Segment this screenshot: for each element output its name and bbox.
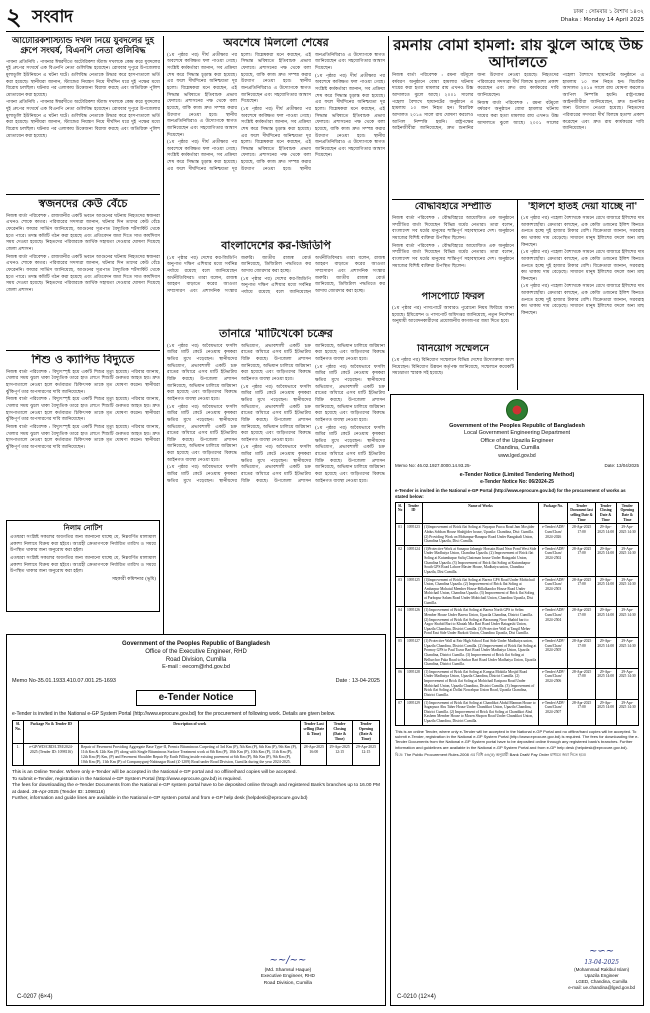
story-body: নিজস্ব বার্তা পরিবেশক : রাজধানীর একটি ভবনে আগুনের ঘটনায় নিহতদের স্বজনরা এখনও শোকে কাতর। পরিবারের সদস্যরা জানান, ঘটনার দিন তাদের কেউ বেঁচে ফেরেননি। ফায়ার সার্ভিস জানিয়েছে, আগুনের সূত্রপাত বৈদ্যুতিক শর্টসার্কিট থেকে হতে পারে। তদন্ত কমিটি গঠন করা হয়েছে এবং প্রতিবেদন জমা দিতে সাত কার্যদিবস সময় দেওয়া হয়েছে। নিহতদের পরিবারকে আর্থিক সহায়তা দেওয়ার ঘোষণা দিয়েছে জেলা প্রশাসন।	[6, 254, 160, 293]
table-cell: 05	[396, 638, 405, 669]
headline: বাংলাদেশের কর-জিডিপি	[221, 240, 331, 252]
table-cell: 29-Apr-2025 14:00	[595, 638, 616, 669]
table-cell: e-Tender/ADP/ Cum/Chan/ 2024-2506	[539, 668, 568, 699]
dateline	[561, 8, 644, 25]
table-row	[396, 524, 639, 546]
table-cell: 29-Apr-2025 14:00	[595, 576, 616, 607]
government-seal-icon	[506, 399, 528, 421]
story-body: (১ম পৃষ্ঠার পর) অবৈধভাবে ফসলি জমির মাটি কেটে নেওয়ায় কৃষকরা ক্ষতির মুখে পড়েছেন। স্থানীয়দের অভিযোগ, প্রভাবশালী একটি চক্র রাতের আঁধারে এসব মাটি ইটভাটায় বিক্রি করছে। উপজেলা প্রশাসন জানিয়েছে, অভিযান চালিয়ে জরিমানা করা হয়েছে এবং জড়িতদের বিরুদ্ধে আইনগত ব্যবস্থা নেওয়া হবে।	[167, 343, 237, 402]
table-cell: 1095126	[405, 607, 422, 638]
table-header-cell: Package No & Tender ID	[23, 721, 78, 744]
notice-body: এতদ্বারা সংশ্লিষ্ট সকলের অবগতির জন্য জানানো যাচ্ছে যে, নিম্নবর্ণিত মালামাল প্রকাশ্য নিলামে বিক্রয় করা হইবে। আগ্রহী ক্রেতাগণকে নির্ধারিত তারিখ ও সময়ে উপস্থিত থাকার জন্য অনুরোধ করা হইল।	[10, 535, 156, 554]
table-header-cell: Tender Opening Date & Time	[616, 502, 638, 524]
table-cell: 29-Apr-2025 14:00	[595, 545, 616, 576]
table-row	[396, 638, 639, 669]
table-cell: 29-Apr-2025 12:15	[327, 743, 352, 766]
story-center-mid	[167, 240, 385, 325]
table-cell: (1) Improvement of Brick flat Soling at Chandikot Abdul Mannan House to Sagarpura Abu Taher House Under Chandikot Union, Upazila Chandina, District Cumilla. (2) Improvement of Brick flat Soling at Chandikot Abul Kashem Member House to Mosen Shopon Road Under Chandikot Union, Upazila Chandina, District Cumilla.	[422, 699, 539, 725]
date-english: Dhaka : Monday 14 April 2025	[560, 17, 644, 24]
footer-note: To submit e-Tender, registration in the National e-GP System Portal (http://www.eprocure.gov.bd) is required.	[12, 776, 242, 782]
story-body: (১ম পৃষ্ঠার পর) দীর্ঘ প্রতীক্ষার পর অবশেষে কাঙ্ক্ষিত ফল পাওয়া গেছে। সংশ্লিষ্ট কর্মকর্তারা জানান, সব প্রক্রিয়া শেষ করে সিদ্ধান্ত চূড়ান্ত করা হয়েছে। এর ফলে দীর্ঘদিনের অনিশ্চয়তা দূর হলো। বিশ্লেষকরা মনে করছেন, এই সিদ্ধান্ত ভবিষ্যতে ইতিবাচক প্রভাব ফেলবে। প্রশাসনের পক্ষ থেকে বলা হয়েছে, বাকি কাজ দ্রুত সম্পন্ন করার উদ্যোগ নেওয়া হবে। স্থানীয় জনপ্রতিনিধিরাও এ উদ্যোগকে স্বাগত জানিয়েছেন এবং সহযোগিতার আশ্বাস দিয়েছেন।	[241, 52, 385, 172]
table-cell: 01	[396, 524, 405, 546]
story-body: (১ম পৃষ্ঠার পর) অবৈধভাবে ফসলি জমির মাটি কেটে নেওয়ায় কৃষকরা ক্ষতির মুখে পড়েছেন। স্থানীয়দের অভিযোগ, প্রভাবশালী একটি চক্র রাতের আঁধারে এসব মাটি ইটভাটায় বিক্রি করছে। উপজেলা প্রশাসন জানিয়েছে, অভিযান চালিয়ে জরিমানা করা হয়েছে এবং জড়িতদের বিরুদ্ধে আইনগত ব্যবস্থা নেওয়া হবে।	[315, 425, 385, 484]
office-name: Office of the Upazila Engineer	[480, 437, 554, 444]
table-cell: 1095128	[405, 668, 422, 699]
table-cell: 29-Apr-2025 14:00	[595, 607, 616, 638]
table-row	[396, 576, 639, 607]
story-body: (১ম পৃষ্ঠার পর) দেশের কর-জিডিপি অনুপাত দক্ষিণ এশিয়ার মধ্যে সর্বনিম্ন পর্যায়ে রয়েছে বলে জানিয়েছেন অর্থনীতিবিদরা। তারা বলেন, রাজস্ব আহরণ বাড়াতে করের আওতা সম্প্রসারণ এবং প্রশাসনিক সংস্কার জরুরি। জাতীয় রাজস্ব বোর্ড জানিয়েছে, ডিজিটাল পদ্ধতিতে কর আদায় জোরদার করা হচ্ছে।	[241, 255, 385, 295]
signer-office: Road Division, Cumilla	[263, 980, 313, 986]
signature: ~∽~	[589, 946, 615, 958]
table-cell: 29-Apr-2025 12:15	[352, 743, 379, 766]
table-cell: 29-Apr-2025 14:30	[616, 668, 638, 699]
place-name: Chandina, Cumilla	[494, 445, 540, 452]
rhd-tender-notice	[6, 634, 386, 1006]
story-right-b	[521, 202, 644, 390]
table-cell: 07	[396, 699, 405, 725]
ad-code: C-0207 (6×4)	[17, 993, 53, 1000]
notice-title: e-Tender Notice (Limited Tendering Method)	[459, 471, 575, 478]
table-cell: 29-Apr-2025 14:30	[616, 576, 638, 607]
table-cell: Repair of Pavement Providing Aggregate Base Type-II, Premix Bituminous Carpeting of 3rd Km (P), 5th Km (P), 6th Km (P), 9th Km (P), 11th Km & 12th Km (P) along with Single Bituminous Surface Treatment work at 8th Km (P), 10th Km (P), 10th Km (P), 11th Km (P), 12th Km (P) Km, (P) and Pavement Shoulder Repair By Earth Filling inside existing pavement at 6th Km (P), 8th Km (P), 9th Km (P), 10th Km (P), 11th Km (P) of Companyganj-Nabinagar Road (Z-1209) Road under Road Division, Cumilla during the year 2024-2025.	[79, 743, 301, 766]
signature: ~~/~~	[269, 955, 307, 967]
newspaper-name: সংবাদ	[32, 7, 73, 27]
notice-signatory: সহকারী কমিশনার (ভূমি)	[111, 576, 156, 582]
story-left-top	[6, 37, 160, 192]
table-header-cell: Name of Works	[422, 502, 539, 524]
table-cell: (1)Improvement of Brick flat Soling at Nayapur Pucca Road Jam Mosjider Abdus Sobhan House Shahjjider house, Upazila: Chandina, Dist: Cumilla. (2) Providing Work on Mohanpur-Banapur Road Under Bangabali Union, Chandina Upazila, Dist: Cumilla.	[422, 524, 539, 546]
table-header-cell: Package No.	[539, 502, 568, 524]
story-body: (১ম পৃষ্ঠার পর) পহেলা বৈশাখকে সামনে রেখে বাজারে ইলিশের দাম আকাশছোঁয়া। ক্রেতারা বলছেন, এক কেজি ওজনের ইলিশ কিনতে গুনতে হচ্ছে দুই হাজার টাকার বেশি। বিক্রেতারা জানান, সরবরাহ কম থাকায় দাম বেড়েছে। সাধারণ মানুষ ইলিশের বদলে অন্য মাছ কিনছেন।	[521, 284, 644, 317]
story-right-top	[392, 37, 644, 197]
table-cell: 29-Apr-2025 14:00	[595, 524, 616, 546]
footer-note: This is an online Tender, where only e-Tender will be accepted in the National e-GP Portal and no offline/hard copies will be accepted. To submit e-Tender, registration in the National e-GP System Portal (http://www.eprocure.gov.bd) is required. The fees for downloading the e-Tender Documents from the National e-GP System portal have to be deposited online through any registered bank's branches. Further information and guidelines are available in the National e-GP System Portal and from e-GP help desk (helpdesk@eprocure.gov.bd).	[395, 728, 639, 750]
story-body: (১ম পৃষ্ঠার পর) দীর্ঘ প্রতীক্ষার পর অবশেষে কাঙ্ক্ষিত ফল পাওয়া গেছে। সংশ্লিষ্ট কর্মকর্তারা জানান, সব প্রক্রিয়া শেষ করে সিদ্ধান্ত চূড়ান্ত করা হয়েছে। এর ফলে দীর্ঘদিনের অনিশ্চয়তা দূর হলো। বিশ্লেষকরা মনে করছেন, এই সিদ্ধান্ত ভবিষ্যতে ইতিবাচক প্রভাব ফেলবে। প্রশাসনের পক্ষ থেকে বলা হয়েছে, বাকি কাজ দ্রুত সম্পন্ন করার উদ্যোগ নেওয়া হবে। স্থানীয় জনপ্রতিনিধিরাও এ উদ্যোগকে স্বাগত জানিয়েছেন এবং সহযোগিতার আশ্বাস দিয়েছেন।	[167, 52, 311, 172]
lged-signature-block	[568, 945, 635, 991]
table-cell: 28-Apr-2025 17:00	[568, 524, 596, 546]
table-cell: e-Tender/ADP/ Cum/Chan/ 2024-2026	[539, 524, 568, 546]
table-cell: 29-Apr-2025 14:00	[595, 699, 616, 725]
memo-date: Date : 13-04-2025	[335, 677, 380, 684]
table-cell: 1095129	[405, 699, 422, 725]
story-body: নিজস্ব বার্তা পরিবেশক : রাজধানীর একটি ভবনে আগুনের ঘটনায় নিহতদের স্বজনরা এখনও শোকে কাতর। পরিবারের সদস্যরা জানান, ঘটনার দিন তাদের কেউ বেঁচে ফেরেননি। ফায়ার সার্ভিস জানিয়েছে, আগুনের সূত্রপাত বৈদ্যুতিক শর্টসার্কিট থেকে হতে পারে। তদন্ত কমিটি গঠন করা হয়েছে এবং প্রতিবেদন জমা দিতে সাত কার্যদিবস সময় দেওয়া হয়েছে। নিহতদের পরিবারকে আর্থিক সহায়তা দেওয়ার ঘোষণা দিয়েছে জেলা প্রশাসন।	[6, 213, 160, 252]
signer-email: e-mail: ue.chandina@lged.gov.bd	[568, 984, 635, 990]
story-left-mid	[6, 198, 160, 348]
signer-office: LGED, Chandina, Cumilla	[575, 978, 628, 984]
story-body: (১ম পৃষ্ঠার পর) অবৈধভাবে ফসলি জমির মাটি কেটে নেওয়ায় কৃষকরা ক্ষতির মুখে পড়েছেন। স্থানীয়দের অভিযোগ, প্রভাবশালী একটি চক্র রাতের আঁধারে এসব মাটি ইটভাটায় বিক্রি করছে। উপজেলা প্রশাসন জানিয়েছে, অভিযান চালিয়ে জরিমানা করা হয়েছে এবং জড়িতদের বিরুদ্ধে আইনগত ব্যবস্থা নেওয়া হবে।	[167, 404, 237, 463]
auction-notice	[6, 520, 160, 612]
table-cell: e-Tender/ADP/ Cum/Chan/ 2024-2505	[539, 638, 568, 669]
story-body: (১ম পৃষ্ঠার পর) দেশের কর-জিডিপি অনুপাত দক্ষিণ এশিয়ার মধ্যে সর্বনিম্ন পর্যায়ে রয়েছে বলে জানিয়েছেন অর্থনীতিবিদরা। তারা বলেন, রাজস্ব আহরণ বাড়াতে করের আওতা সম্প্রসারণ এবং প্রশাসনিক সংস্কার জরুরি। জাতীয় রাজস্ব বোর্ড জানিয়েছে, ডিজিটাল পদ্ধতিতে কর আদায় জোরদার করা হচ্ছে।	[167, 255, 311, 294]
table-cell: e-Tender/ADP/ Cum/Chan/ 2024-2504	[539, 607, 568, 638]
table-cell: 28-Apr-2025 16:00	[301, 743, 327, 766]
story-body: (১ম পৃষ্ঠার পর) অবৈধভাবে ফসলি জমির মাটি কেটে নেওয়ায় কৃষকরা ক্ষতির মুখে পড়েছেন। স্থানীয়দের অভিযোগ, প্রভাবশালী একটি চক্র রাতের আঁধারে এসব মাটি ইটভাটায় বিক্রি করছে। উপজেলা প্রশাসন জানিয়েছে, অভিযান চালিয়ে জরিমানা করা হয়েছে এবং জড়িতদের বিরুদ্ধে আইনগত ব্যবস্থা নেওয়া হবে।	[167, 343, 311, 484]
memo-date: Date: 13/04/2025	[604, 463, 639, 469]
memo-number: Memo No-35.01.1933.410.07.001.25-1693	[12, 677, 116, 684]
sign-date: 13-04-2025	[584, 958, 619, 966]
table-cell: (1) Improvement of Brick flat Soling at Kongsa Moktila Mosjid Road Under Madhaiya Union, Upazila Chandina, District Cumilla. (2) Improvement of Brick flat Soling at Mohichail Eastpara Road Under Mohichail Union, Upazila Chandina, District Cumilla. (3) Improvement of Brick flat Soling at Dollai Nowabpur Union Road, Upazila Chandina, District Cumilla.	[422, 668, 539, 699]
lged-tender-table	[395, 502, 639, 726]
story-body: নিজস্ব বার্তা পরিবেশক : বিদ্যুৎস্পৃষ্ট হয়ে একটি শিশুর মৃত্যু হয়েছে। পরিবার জানায়, খেলার সময় ঝুলে থাকা বৈদ্যুতিক তারে হাত লেগে শিশুটি গুরুতর আহত হয়। দ্রুত হাসপাতালে নেওয়া হলে কর্তব্যরত চিকিৎসক তাকে মৃত ঘোষণা করেন। স্থানীয়রা ঝুঁকিপূর্ণ তার অপসারণের দাবি জানিয়েছেন।	[6, 424, 160, 450]
story-body: (১ম পৃষ্ঠার পর) দীর্ঘ প্রতীক্ষার পর অবশেষে কাঙ্ক্ষিত ফল পাওয়া গেছে। সংশ্লিষ্ট কর্মকর্তারা জানান, সব প্রক্রিয়া শেষ করে সিদ্ধান্ত চূড়ান্ত করা হয়েছে। এর ফলে দীর্ঘদিনের অনিশ্চয়তা দূর হলো। বিশ্লেষকরা মনে করছেন, এই সিদ্ধান্ত ভবিষ্যতে ইতিবাচক প্রভাব ফেলবে। প্রশাসনের পক্ষ থেকে বলা হয়েছে, বাকি কাজ দ্রুত সম্পন্ন করার উদ্যোগ নেওয়া হবে। স্থানীয় জনপ্রতিনিধিরাও এ উদ্যোগকে স্বাগত জানিয়েছেন এবং সহযোগিতার আশ্বাস দিয়েছেন।	[167, 52, 237, 138]
table-header-cell: Description of work	[79, 721, 301, 744]
story-right-a	[392, 202, 514, 290]
story-body: (১ম পৃষ্ঠার পর) অবৈধভাবে ফসলি জমির মাটি কেটে নেওয়ায় কৃষকরা ক্ষতির মুখে পড়েছেন। স্থানীয়দের অভিযোগ, প্রভাবশালী একটি চক্র রাতের আঁধারে এসব মাটি ইটভাটায় বিক্রি করছে। উপজেলা প্রশাসন জানিয়েছে, অভিযান চালিয়ে জরিমানা করা হয়েছে এবং জড়িতদের বিরুদ্ধে আইনগত ব্যবস্থা নেওয়া হবে।	[315, 364, 385, 423]
division-name: Road Division, Cumilla	[165, 657, 227, 664]
table-cell: 1.	[13, 743, 24, 766]
office-email: E-mail : eecom@rhd.gov.bd	[162, 664, 230, 671]
table-cell: (1)Improvement of Brick flat Soling at Barera GPS Road Under Mohichail Union, Chandina Upazila. (2) Improvement of Brick flat Soling at Ambarpur Mohatul Member House-Billalkandor House Road Under Mohichail Union, Chandina Upazila. (3) Improvement of Brick flat Soling at Purbopur Salam Road Under Mohichail Union, Chandina Upazila, Dist Cumilla.	[422, 576, 539, 607]
table-cell: 1095123	[405, 524, 422, 546]
story-body: পাবনা প্রতিনিধি : পাবনার ঈশ্বরদীতে অটোরিকশা স্ট্যান্ড দখলকে কেন্দ্র করে যুবদলের দুই গ্রুপের সংঘর্ষে এক বিএনপি নেতা গুলিবিদ্ধ হয়েছেন। রোববার দুপুরে উপজেলার মুলাডুলি ইউনিয়নে এ ঘটনা ঘটে। গুলিবিদ্ধ নেতাকে উদ্ধার করে হাসপাতালে ভর্তি করা হয়েছে। স্থানীয়রা জানান, স্ট্যান্ডের নিয়ন্ত্রণ নিয়ে দীর্ঘদিন ধরে দুই পক্ষের মধ্যে বিরোধ চলছিল। ঘটনার পর এলাকায় উত্তেজনা বিরাজ করছে এবং অতিরিক্ত পুলিশ মোতায়েন করা হয়েছে।	[6, 100, 160, 139]
headline: বিনিয়োগ সম্মেলনে	[417, 344, 489, 354]
story-left-low	[6, 354, 160, 516]
dept-name: Local Government Engineering Department	[463, 430, 571, 437]
rhd-tender-table	[12, 720, 380, 766]
table-cell: e-Tender/ADP/ Cum/Chan/ 2024-2507	[539, 699, 568, 725]
gov-title: Government of the Peoples Republic of Bangladesh	[121, 641, 271, 647]
table-cell: 28-Apr-2025 17:00	[568, 668, 596, 699]
date-bangla: ঢাকা : সোমবার ১ বৈশাখ ১৪৩২	[573, 9, 644, 15]
story-body: নিজস্ব বার্তা পরিবেশক : বিদ্যুৎস্পৃষ্ট হয়ে একটি শিশুর মৃত্যু হয়েছে। পরিবার জানায়, খেলার সময় ঝুলে থাকা বৈদ্যুতিক তারে হাত লেগে শিশুটি গুরুতর আহত হয়। দ্রুত হাসপাতালে নেওয়া হলে কর্তব্যরত চিকিৎসক তাকে মৃত ঘোষণা করেন। স্থানীয়রা ঝুঁকিপূর্ণ তার অপসারণের দাবি জানিয়েছেন।	[6, 369, 160, 395]
story-body: (১ম পৃষ্ঠার পর) পহেলা বৈশাখকে সামনে রেখে বাজারে ইলিশের দাম আকাশছোঁয়া। ক্রেতারা বলছেন, এক কেজি ওজনের ইলিশ কিনতে গুনতে হচ্ছে দুই হাজার টাকার বেশি। বিক্রেতারা জানান, সরবরাহ কম থাকায় দাম বেড়েছে। সাধারণ মানুষ ইলিশের বদলে অন্য মাছ কিনছেন।	[521, 250, 644, 282]
notice-body: এতদ্বারা সংশ্লিষ্ট সকলের অবগতির জন্য জানানো যাচ্ছে যে, নিম্নবর্ণিত মালামাল প্রকাশ্য নিলামে বিক্রয় করা হইবে। আগ্রহী ক্রেতাগণকে নির্ধারিত তারিখ ও সময়ে উপস্থিত থাকার জন্য অনুরোধ করা হইল।	[10, 556, 156, 575]
table-cell: 29-Apr-2025 14:30	[616, 699, 638, 725]
table-header-cell: Sl. No	[396, 502, 405, 524]
table-header-cell: Tender Closing Date & Time	[595, 502, 616, 524]
table-row	[13, 743, 380, 766]
headline: 'ইলিশে হাতই দেয়া যাচ্ছে না'	[527, 202, 638, 212]
story-right-c	[392, 292, 514, 342]
table-cell: 28-Apr-2025 17:00	[568, 607, 596, 638]
table-cell: 29-Apr-2025 14:30	[616, 524, 638, 546]
website: www.lged.gov.bd	[498, 452, 536, 459]
headline: বৌদ্ধবিহারে সম্প্রীতি	[414, 202, 492, 212]
table-cell: e-Tender/ADP/ Cum/Chan/ 2024-2502	[539, 545, 568, 576]
story-center-top	[167, 37, 385, 237]
signer-name: (Mohammad Rakibul Islam)	[574, 966, 630, 972]
story-body: (১ম পৃষ্ঠার পর) দীর্ঘ প্রতীক্ষার পর অবশেষে কাঙ্ক্ষিত ফল পাওয়া গেছে। সংশ্লিষ্ট কর্মকর্তারা জানান, সব প্রক্রিয়া শেষ করে সিদ্ধান্ত চূড়ান্ত করা হয়েছে। এর ফলে দীর্ঘদিনের অনিশ্চয়তা দূর হলো। বিশ্লেষকরা মনে করছেন, এই সিদ্ধান্ত ভবিষ্যতে ইতিবাচক প্রভাব ফেলবে। প্রশাসনের পক্ষ থেকে বলা হয়েছে, বাকি কাজ দ্রুত সম্পন্ন করার উদ্যোগ নেওয়া হবে। স্থানীয় জনপ্রতিনিধিরাও এ উদ্যোগকে স্বাগত জানিয়েছেন এবং সহযোগিতার আশ্বাস দিয়েছেন।	[315, 73, 385, 159]
footer-note: The fees for downloading the e-Tender Documents from the National e-GP system portal have to be deposited online through and registered Bank's branches up to 16.00 PM at dated. 28-Apr-2025 (Tender ID: 1098116)	[12, 783, 381, 795]
table-header-cell: Tender Document last selling Date & Time	[568, 502, 596, 524]
story-body: (১ম পৃষ্ঠার পর) পাসপোর্টে আবারও পুরোনো নিয়ম ফিরিয়ে আনা হয়েছে। ইমিগ্রেশন ও পাসপোর্ট অধিদপ্তর জানিয়েছে, নতুন নির্দেশনা অনুযায়ী আবেদনকারীদের প্রয়োজনীয় কাগজপত্র জমা দিতে হবে।	[392, 305, 514, 325]
table-cell: 29-Apr-2025 14:30	[616, 638, 638, 669]
table-header-cell: Tender Last selling (Date & Time)	[301, 721, 327, 744]
table-cell: 28-Apr-2025 17:00	[568, 699, 596, 725]
table-cell: 28-Apr-2025 17:00	[568, 545, 596, 576]
table-cell: 02	[396, 545, 405, 576]
table-cell: 03	[396, 576, 405, 607]
office-name: Office of the Executive Engineer, RHD	[145, 649, 247, 656]
table-header-cell: Sl. No.	[13, 721, 24, 744]
ad-code: C-0210 (12×4)	[397, 993, 436, 1000]
story-body: (১ম পৃষ্ঠার পর) অবৈধভাবে ফসলি জমির মাটি কেটে নেওয়ায় কৃষকরা ক্ষতির মুখে পড়েছেন। স্থানীয়দের অভিযোগ, প্রভাবশালী একটি চক্র রাতের আঁধারে এসব মাটি ইটভাটায় বিক্রি করছে। উপজেলা প্রশাসন জানিয়েছে, অভিযান চালিয়ে জরিমানা করা হয়েছে এবং জড়িতদের বিরুদ্ধে আইনগত ব্যবস্থা নেওয়া হবে।	[241, 384, 311, 443]
headline: শিশু ও ক্যাপিড বিদ্যুতে	[31, 354, 135, 366]
table-cell: 06	[396, 668, 405, 699]
story-body: পাবনা প্রতিনিধি : পাবনার ঈশ্বরদীতে অটোরিকশা স্ট্যান্ড দখলকে কেন্দ্র করে যুবদলের দুই গ্রুপের সংঘর্ষে এক বিএনপি নেতা গুলিবিদ্ধ হয়েছেন। রোববার দুপুরে উপজেলার মুলাডুলি ইউনিয়নে এ ঘটনা ঘটে। গুলিবিদ্ধ নেতাকে উদ্ধার করে হাসপাতালে ভর্তি করা হয়েছে। স্থানীয়রা জানান, স্ট্যান্ডের নিয়ন্ত্রণ নিয়ে দীর্ঘদিন ধরে দুই পক্ষের মধ্যে বিরোধ চলছিল। ঘটনার পর এলাকায় উত্তেজনা বিরাজ করছে এবং অতিরিক্ত পুলিশ মোতায়েন করা হয়েছে।	[6, 59, 160, 98]
table-row	[396, 545, 639, 576]
notice-intro: e-Tender is invited in the National e-GP System Portal (http://www.eprocure.gov.bd) for the procurement of following work. Details are given below.	[12, 710, 336, 717]
headline: অবশেষে মিললো শেষের	[223, 37, 329, 49]
masthead	[6, 4, 644, 32]
table-cell: 29-Apr-2025 14:30	[616, 607, 638, 638]
table-cell: (1) Protective Wall at Fatr High School East Side Under Madhaiya union, Upazila Chandina, District Cumilla. (2) Improvement of Brick flat Soling at Promoy GPS to Paul Tozur Bari Road Under Madhaiya Union, Upazila Chandina, District Cumilla. (3) Improvement of Brick flat Soling at Bellurchor Paka Road to Sarkar Bari Road Under Madhaiya Union, Upazila Chandina, District Cumilla.	[422, 638, 539, 669]
headline: পাসপোর্টে ফিরল	[421, 292, 485, 302]
footer-note: বি:দ্র: The Public Procurement Rules-2008 এর বিধি ৬৪(৫) অনুযায়ী Bank Draft/ Pay Order মাধ্যমে জমা দিতে হবে।	[395, 752, 587, 758]
table-cell: 29-Apr-2025 14:30	[616, 545, 638, 576]
story-body: (১ম পৃষ্ঠার পর) পহেলা বৈশাখকে সামনে রেখে বাজারে ইলিশের দাম আকাশছোঁয়া। ক্রেতারা বলছেন, এক কেজি ওজনের ইলিশ কিনতে গুনতে হচ্ছে দুই হাজার টাকার বেশি। বিক্রেতারা জানান, সরবরাহ কম থাকায় দাম বেড়েছে। সাধারণ মানুষ ইলিশের বদলে অন্য মাছ কিনছেন।	[521, 215, 644, 248]
table-cell: 1095124	[405, 545, 422, 576]
table-cell: 1095127	[405, 638, 422, 669]
lged-tender-notice	[390, 394, 644, 1006]
table-header-cell: Tender Opening (Date & Time)	[352, 721, 379, 744]
headline: স্বজনদের কেউ বেঁচে	[38, 198, 128, 210]
story-body: (১ম পৃষ্ঠার পর) অবৈধভাবে ফসলি জমির মাটি কেটে নেওয়ায় কৃষকরা ক্ষতির মুখে পড়েছেন। স্থানীয়দের অভিযোগ, প্রভাবশালী একটি চক্র রাতের আঁধারে এসব মাটি ইটভাটায় বিক্রি করছে। উপজেলা প্রশাসন জানিয়েছে, অভিযান চালিয়ে জরিমানা করা হয়েছে এবং জড়িতদের বিরুদ্ধে আইনগত ব্যবস্থা নেওয়া হবে।	[241, 343, 385, 484]
notice-number: e-Tender Notice No: 06/2024-25	[480, 478, 554, 485]
story-body: নিজস্ব বার্তা পরিবেশক : রমনা বটমূলে বর্ষবরণ অনুষ্ঠানে বোমা হামলার ঘটনায় দায়ের করা হত্যা মামলার রায় এখনও উচ্চ আদালতে ঝুলে আছে। ২০০১ সালের পহেলা বৈশাখে ছায়ানটের অনুষ্ঠানে এ হামলায় ১০ জন নিহত হন। বিচারিক আদালত ২০১৪ সালে রায় ঘোষণা করলেও আপিল নিষ্পত্তি হয়নি। রাষ্ট্রপক্ষের আইনজীবীরা জানিয়েছেন, দ্রুত শুনানির জন্য উদ্যোগ নেওয়া হয়েছে। নিহতদের পরিবারের সদস্যরা দীর্ঘ বিলম্বে হতাশা প্রকাশ করেছেন এবং দ্রুত রায় কার্যকরের দাবি জানিয়েছেন।	[477, 73, 644, 132]
story-body: (১ম পৃষ্ঠার পর) বিনিয়োগ সম্মেলনে বিভিন্ন দেশের উদ্যোক্তারা অংশ নিয়েছেন। বিনিয়োগ উন্নয়ন কর্তৃপক্ষ জানিয়েছে, সম্মেলনে কয়েকটি সমঝোতা স্মারক সই হয়েছে।	[392, 357, 514, 377]
table-row	[396, 668, 639, 699]
table-cell: e-GP/WD/CRD/LTM/2024-2025 (Tender ID: 1098116)	[23, 743, 78, 766]
notice-title: e-Tender Notice	[136, 690, 256, 706]
table-cell: e-Tender/ADP/ Cum/Chan/ 2024-2503	[539, 576, 568, 607]
table-cell: 1095125	[405, 576, 422, 607]
headline: আটোরিকশাস্ট্যান্ড দখল নিয়ে যুবদলের দুই গ্রুপে সংঘর্ষ, বিএনপি নেতা গুলিবিদ্ধ	[12, 37, 154, 56]
notice-title: নিলাম নোটিশ	[63, 523, 103, 532]
table-cell: 28-Apr-2025 17:00	[568, 638, 596, 669]
story-body: নিজস্ব বার্তা পরিবেশক : বৌদ্ধবিহারে আয়োজিত এক অনুষ্ঠানে সম্প্রীতির বার্তা দিয়েছেন বিভিন্ন ধর্মের নেতারা। তারা বলেন, বাংলাদেশ সব ধর্মের মানুষের শান্তিপূর্ণ সহাবস্থানের দেশ। অনুষ্ঠানে সমাজের বিশিষ্ট ব্যক্তিরা উপস্থিত ছিলেন।	[392, 215, 514, 241]
signer-title: Executive Engineer, RHD	[260, 974, 315, 980]
story-body: নিজস্ব বার্তা পরিবেশক : রমনা বটমূলে বর্ষবরণ অনুষ্ঠানে বোমা হামলার ঘটনায় দায়ের করা হত্যা মামলার রায় এখনও উচ্চ আদালতে ঝুলে আছে। ২০০১ সালের পহেলা বৈশাখে ছায়ানটের অনুষ্ঠানে এ হামলায় ১০ জন নিহত হন। বিচারিক আদালত ২০১৪ সালে রায় ঘোষণা করলেও আপিল নিষ্পত্তি হয়নি। রাষ্ট্রপক্ষের আইনজীবীরা জানিয়েছেন, দ্রুত শুনানির জন্য উদ্যোগ নেওয়া হয়েছে। নিহতদের পরিবারের সদস্যরা দীর্ঘ বিলম্বে হতাশা প্রকাশ করেছেন এবং দ্রুত রায় কার্যকরের দাবি জানিয়েছেন।	[392, 73, 559, 132]
table-cell: 04	[396, 607, 405, 638]
headline: তানারে 'মাটিখেকো চক্রের	[219, 328, 333, 340]
footer-note: Further, information and guide lines are available in the National e-GP system portal and from e-GP help desk (helpdesk@eprocure.gov.bd)	[12, 796, 308, 802]
table-cell: (1)Protective Work at Sonapur Jahangir Hossain Road Near Pond West Side Under Madhaiya Union, Chandina Upazila. (2) Improvement of Brick flat Soling at Kutumbapur Safiq Chairman house Under Batagashi Union, Chandina Upazila. (3) Improvement of Brick flat Soling at Kutumbapur South GPS Road Lahore Master House, Madhaiya union, Chandina Upazila, Dist Cumilla.	[422, 545, 539, 576]
table-row	[396, 699, 639, 725]
footer-note: This is an Online Tender. Where only e-Tender will be accepted in the National e-GP portal and no offline/hard copies will be accepted.	[12, 770, 297, 776]
story-right-d	[392, 344, 514, 390]
story-body: নিজস্ব বার্তা পরিবেশক : বিদ্যুৎস্পৃষ্ট হয়ে একটি শিশুর মৃত্যু হয়েছে। পরিবার জানায়, খেলার সময় ঝুলে থাকা বৈদ্যুতিক তারে হাত লেগে শিশুটি গুরুতর আহত হয়। দ্রুত হাসপাতালে নেওয়া হলে কর্তব্যরত চিকিৎসক তাকে মৃত ঘোষণা করেন। স্থানীয়রা ঝুঁকিপূর্ণ তার অপসারণের দাবি জানিয়েছেন।	[6, 397, 160, 423]
table-cell: (1) Improvement of Brick flat Soling at Barera North GPS to Selim Member House Under Barera Union, Upazila Chandina, District Cumilla. (2) Improvement of Brick flat Soling at Baraarang Noor Shahid bari to Azgor Shahid Bari to Khatak Mia Bari Road Under Batagashi Union, Upazila Chandina, District Cumilla. (3) Protective Wall at Tangil Meher Pond East Side Under Barkoit Union, Chandina Upazila, Dist Cumilla.	[422, 607, 539, 638]
table-row	[396, 607, 639, 638]
page-number: ২	[6, 2, 22, 31]
table-header-cell: Tender ID	[405, 502, 422, 524]
headline: রমনায় বোমা হামলা: রায় ঝুলে আছে উচ্চ আদালতে	[393, 37, 643, 71]
gov-title: Government of the Peoples Republic of Bangladesh	[449, 423, 585, 429]
rhd-signature-block	[261, 954, 315, 987]
table-header-cell: Tender Closing (Date & Time)	[327, 721, 352, 744]
signer-name: (Md. Shamsul Haque)	[264, 967, 312, 973]
story-center-low	[167, 328, 385, 628]
notice-intro: e-Tender is invited in the National e-GP Portal (http://www.eprocure.gov.bd) for the procurement of works as stated below:	[395, 487, 626, 499]
table-cell: 29-Apr-2025 14:00	[595, 668, 616, 699]
story-body: নিজস্ব বার্তা পরিবেশক : বৌদ্ধবিহারে আয়োজিত এক অনুষ্ঠানে সম্প্রীতির বার্তা দিয়েছেন বিভিন্ন ধর্মের নেতারা। তারা বলেন, বাংলাদেশ সব ধর্মের মানুষের শান্তিপূর্ণ সহাবস্থানের দেশ। অনুষ্ঠানে সমাজের বিশিষ্ট ব্যক্তিরা উপস্থিত ছিলেন।	[392, 243, 514, 269]
memo-number: Memo No: 46.02.1927.0000.14.93.25-	[395, 463, 472, 469]
table-cell: 28-Apr-2025 17:00	[568, 576, 596, 607]
signer-title: Upazila Engineer	[584, 972, 619, 978]
